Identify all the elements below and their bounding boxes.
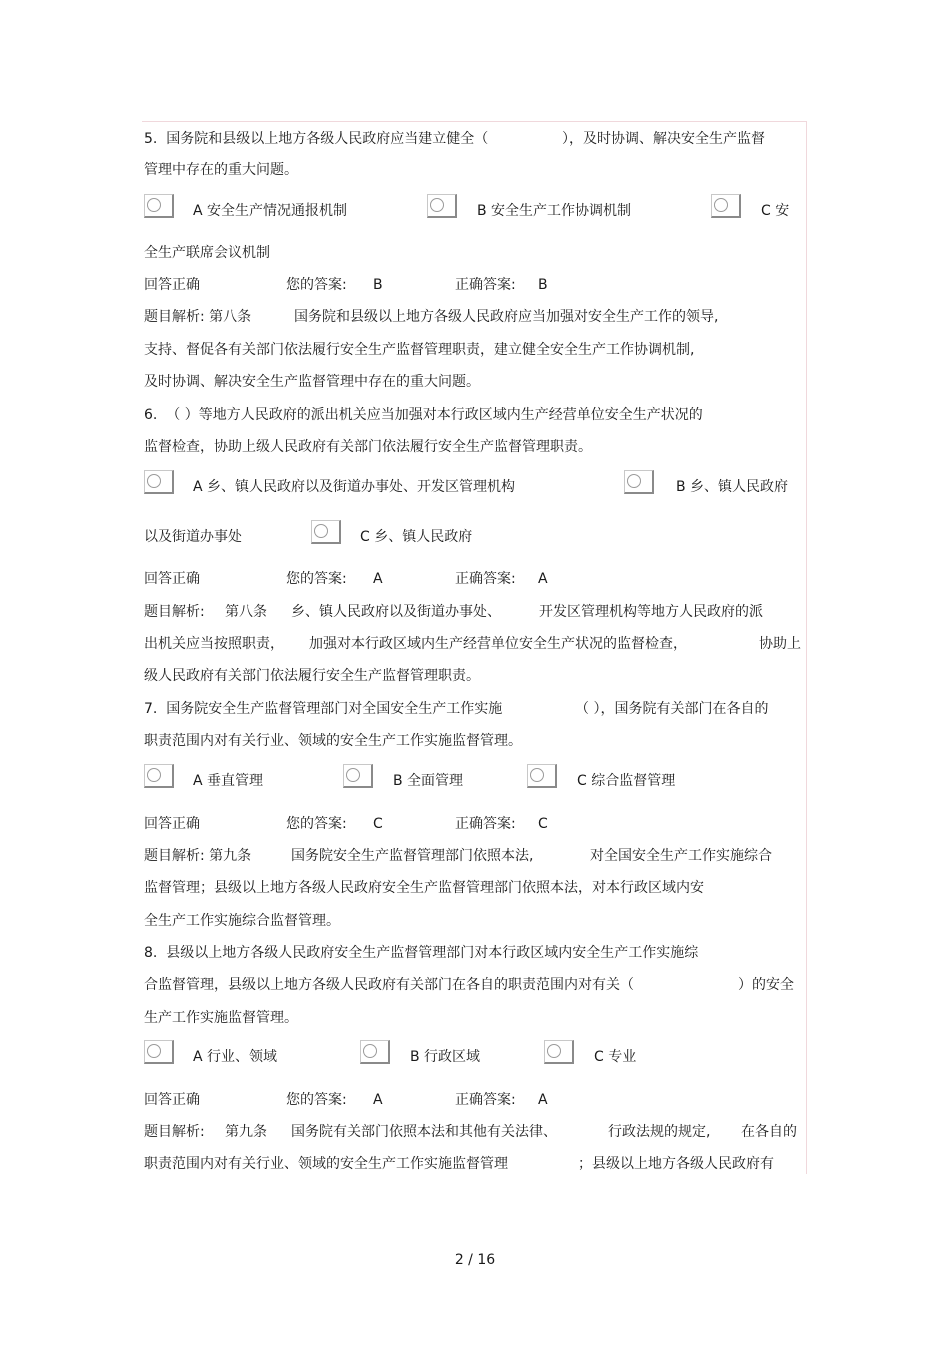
analysis-7-head: 题目解析: 第九条 (144, 848, 252, 864)
your-answer-value-7: C (373, 816, 383, 832)
analysis-8-line2b: ；县级以上地方各级人民政府有 (578, 1156, 774, 1172)
option-checkbox-7a[interactable] (144, 764, 174, 788)
analysis-8-line1c: 在各自的 (741, 1124, 797, 1140)
option-label-7c: C 综合监督管理 (577, 773, 676, 789)
your-answer-value-8: A (373, 1092, 383, 1108)
result-status-8: 回答正确 (144, 1092, 200, 1108)
analysis-5-line2: 支持、督促各有关部门依法履行安全生产监督管理职责，建立健全安全生产工作协调机制, (144, 342, 695, 358)
correct-answer-label-8: 正确答案: (455, 1092, 516, 1108)
your-answer-label-8: 您的答案: (286, 1092, 347, 1108)
option-checkbox-6c[interactable] (311, 520, 341, 544)
option-checkbox-7c[interactable] (527, 764, 557, 788)
option-checkbox-7b[interactable] (343, 764, 373, 788)
option-checkbox-6a[interactable] (144, 470, 174, 494)
option-label-7a: A 垂直管理 (193, 773, 264, 789)
option-label-5a: A 安全生产情况通报机制 (193, 203, 348, 219)
correct-answer-value-6: A (538, 571, 548, 587)
analysis-6-article: 第八条 (225, 604, 267, 620)
your-answer-value-6: A (373, 571, 383, 587)
your-answer-label-6: 您的答案: (286, 571, 347, 587)
analysis-6-line1a: 乡、镇人民政府以及街道办事处、 (291, 604, 501, 620)
your-answer-label-5: 您的答案: (286, 277, 347, 293)
question-5-text-cont: ），及时协调、解决安全生产监督 (562, 131, 765, 147)
correct-answer-value-5: B (538, 277, 548, 293)
analysis-6-line3: 级人民政府有关部门依法履行安全生产监督管理职责。 (144, 668, 480, 684)
question-8-text-line2: 合监督管理，县级以上地方各级人民政府有关部门在各自的职责范围内对有关（ (144, 977, 634, 993)
analysis-6-head: 题目解析: (144, 604, 205, 620)
question-8-text-line2-cont: ）的安全 (738, 977, 794, 993)
analysis-7-line1a: 国务院安全生产监督管理部门依照本法, (291, 848, 534, 864)
option-checkbox-8a[interactable] (144, 1040, 174, 1064)
option-checkbox-8b[interactable] (360, 1040, 390, 1064)
your-answer-label-7: 您的答案: (286, 816, 347, 832)
option-label-6b: B 乡、镇人民政府 (676, 479, 789, 495)
analysis-6-line2c: 协助上 (759, 636, 801, 652)
option-checkbox-5b[interactable] (427, 194, 457, 218)
option-checkbox-8c[interactable] (544, 1040, 574, 1064)
result-status-7: 回答正确 (144, 816, 200, 832)
analysis-8-article: 第九条 (225, 1124, 267, 1140)
option-label-5c: C 安 (761, 203, 790, 219)
analysis-7-line2: 监督管理；县级以上地方各级人民政府安全生产监督管理部门依照本法，对本行政区域内安 (144, 880, 704, 896)
option-label-8b: B 行政区域 (410, 1049, 481, 1065)
analysis-6-line1b: 开发区管理机构等地方人民政府的派 (539, 604, 763, 620)
option-label-6a: A 乡、镇人民政府以及街道办事处、开发区管理机构 (193, 479, 516, 495)
option-label-8c: C 专业 (594, 1049, 637, 1065)
question-7-text-line2: 职责范围内对有关行业、领域的安全生产工作实施监督管理。 (144, 733, 522, 749)
question-5-text-line2: 管理中存在的重大问题。 (144, 162, 298, 178)
analysis-8-line2a: 职责范围内对有关行业、领域的安全生产工作实施监督管理 (144, 1156, 508, 1172)
correct-answer-value-8: A (538, 1092, 548, 1108)
correct-answer-label-5: 正确答案: (455, 277, 516, 293)
option-label-8a: A 行业、领域 (193, 1049, 278, 1065)
analysis-8-line1a: 国务院有关部门依照本法和其他有关法律、 (291, 1124, 557, 1140)
analysis-8-head: 题目解析: (144, 1124, 205, 1140)
option-label-5c-cont: 全生产联席会议机制 (144, 245, 270, 261)
question-6-text: 6. （ ）等地方人民政府的派出机关应当加强对本行政区域内生产经营单位安全生产状况的 (144, 407, 703, 423)
result-status-6: 回答正确 (144, 571, 200, 587)
analysis-6-line2b: 加强对本行政区域内生产经营单位安全生产状况的监督检查， (309, 636, 687, 652)
correct-answer-label-7: 正确答案: (455, 816, 516, 832)
question-8-text-line3: 生产工作实施监督管理。 (144, 1010, 298, 1026)
option-label-6c: C 乡、镇人民政府 (360, 529, 473, 545)
correct-answer-label-6: 正确答案: (455, 571, 516, 587)
question-7-text-cont: （ ），国务院有关部门在各自的 (575, 701, 769, 717)
option-label-7b: B 全面管理 (393, 773, 464, 789)
correct-answer-value-7: C (538, 816, 548, 832)
analysis-8-line1b: 行政法规的规定, (608, 1124, 711, 1140)
analysis-7-line1b: 对全国安全生产工作实施综合 (590, 848, 772, 864)
question-7-text: 7. 国务院安全生产监督管理部门对全国安全生产工作实施 (144, 701, 503, 717)
question-8-text: 8. 县级以上地方各级人民政府安全生产监督管理部门对本行政区域内安全生产工作实施综 (144, 945, 699, 961)
analysis-5-line3: 及时协调、解决安全生产监督管理中存在的重大问题。 (144, 374, 480, 390)
option-checkbox-5c[interactable] (711, 194, 741, 218)
analysis-6-line2a: 出机关应当按照职责， (144, 636, 284, 652)
analysis-5-head: 题目解析: 第八条 (144, 309, 252, 325)
question-5-text: 5. 国务院和县级以上地方各级人民政府应当建立健全（ (144, 131, 489, 147)
option-checkbox-6b[interactable] (624, 470, 654, 494)
page-number: 2 / 16 (454, 1252, 496, 1268)
option-label-6b-cont: 以及街道办事处 (144, 529, 242, 545)
option-label-5b: B 安全生产工作协调机制 (477, 203, 632, 219)
your-answer-value-5: B (373, 277, 383, 293)
analysis-7-line3: 全生产工作实施综合监督管理。 (144, 913, 340, 929)
result-status-5: 回答正确 (144, 277, 200, 293)
question-6-text-line2: 监督检查，协助上级人民政府有关部门依法履行安全生产监督管理职责。 (144, 439, 592, 455)
analysis-5-line1: 国务院和县级以上地方各级人民政府应当加强对安全生产工作的领导, (294, 309, 719, 325)
option-checkbox-5a[interactable] (144, 194, 174, 218)
